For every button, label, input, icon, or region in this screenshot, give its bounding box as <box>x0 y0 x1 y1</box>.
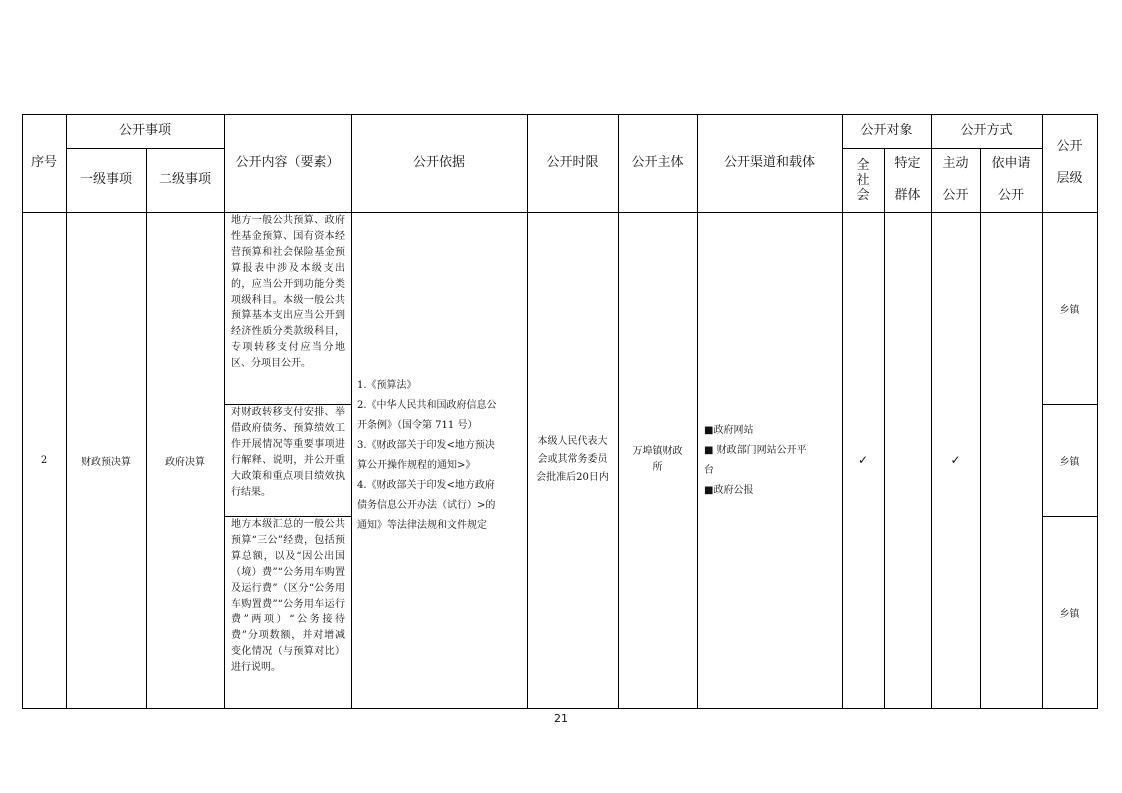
header-method-active-line: 主动 <box>942 156 969 171</box>
header-audience-group: 公开对象 <box>860 123 913 138</box>
header-audience-all-line: 全 <box>856 157 870 173</box>
channel-line: 台 <box>704 465 714 476</box>
row-seq: 2 <box>40 454 48 466</box>
level-value: 乡镇 <box>1059 304 1080 316</box>
row-level1: 财政预决算 <box>81 456 131 468</box>
header-audience-all-line: 社 <box>856 172 870 188</box>
basis-line: 2.《中华人民共和国政府信息公 <box>357 400 497 411</box>
header-items-group: 公开事项 <box>118 123 171 138</box>
header-audience-all-line: 会 <box>856 187 870 203</box>
header-content: 公开内容（要素） <box>235 155 340 170</box>
header-level <box>1042 114 1097 212</box>
basis-line: 4.《财政部关于印发<地方政府 <box>357 480 495 491</box>
header-channel: 公开渠道和载体 <box>723 155 815 170</box>
subject-line: 万埠镇财政 <box>632 446 683 457</box>
row-channel <box>704 421 840 511</box>
basis-line: 债务信息公开办法（试行）>的 <box>357 500 496 511</box>
header-time-limit: 公开时限 <box>546 155 599 170</box>
time-limit-line: 会批准后20日内 <box>536 472 609 483</box>
basis-line: 通知》等法律法规和文件规定 <box>357 520 487 531</box>
row-time-limit <box>527 212 618 708</box>
header-method-active <box>931 148 980 212</box>
table-border-bottom <box>22 708 1098 709</box>
header-level2: 二级事项 <box>158 172 211 187</box>
subject-line: 所 <box>652 462 663 473</box>
content-item: 对财政转移支付安排、举借政府债务、预算绩效工作开展情况等重要事项进行解释、说明，并公开重大政策和重点项目绩效执行结果。 <box>231 407 345 498</box>
header-level1: 一级事项 <box>79 172 132 187</box>
level-value: 乡镇 <box>1059 456 1080 468</box>
channel-line: ■政府公报 <box>704 485 754 496</box>
basis-line: 开条例》（国令第 711 号） <box>357 420 478 431</box>
page-number: 21 <box>554 712 568 725</box>
header-method-request-line: 依申请 <box>991 156 1031 171</box>
basis-line: 3.《财政部关于印发<地方预决 <box>357 440 495 451</box>
header-method-active-line: 公开 <box>942 188 969 203</box>
audience-all-check: ✓ <box>857 453 869 467</box>
content-item: 地方本级汇总的一般公共预算“三公”经费，包括预算总额，以及“因公出国（境）费”“公务用车购置及运行费”（区分“公务用车购置费”“公务用车运行费”两项）“公务接待费”分项数额，并对增减变化情况（与预算对比）进行说明。 <box>231 519 345 674</box>
audience-specific-check <box>884 212 931 708</box>
header-audience-all <box>842 148 884 212</box>
basis-line: 1.《预算法》 <box>357 380 417 391</box>
header-method-request-line: 公开 <box>997 188 1024 203</box>
header-seq: 序号 <box>30 155 57 170</box>
time-limit-line: 本级人民代表大 <box>537 436 608 447</box>
row-level2: 政府决算 <box>165 456 205 468</box>
method-request-check <box>980 212 1042 708</box>
channel-line: ■ 财政部门网站公开平 <box>704 445 807 456</box>
content-item: 地方一般公共预算、政府性基金预算、国有资本经营预算和社会保险基金预算报表中涉及本级支出的，应当公开到功能分类项级科目。本级一般公共预算基本支出应当公开到经济性质分类款级科目，专项转移支付应当分地区、分项目公开。 <box>231 215 345 370</box>
header-audience-specific-line: 群体 <box>894 188 921 203</box>
row-subject <box>618 212 697 708</box>
header-level-line: 层级 <box>1056 171 1083 186</box>
header-audience-specific <box>884 148 931 212</box>
header-audience-specific-line: 特定 <box>894 156 921 171</box>
header-level-line: 公开 <box>1056 139 1083 154</box>
header-method-request <box>980 148 1042 212</box>
basis-line: 算公开操作规程的通知>》 <box>357 460 476 471</box>
header-method-group: 公开方式 <box>960 123 1013 138</box>
row-basis <box>357 376 525 546</box>
table-border-right <box>1097 114 1098 709</box>
channel-line: ■政府网站 <box>704 425 754 436</box>
method-active-check: ✓ <box>950 453 961 467</box>
header-subject: 公开主体 <box>631 155 684 170</box>
time-limit-line: 会或其常务委员 <box>537 454 608 465</box>
level-value: 乡镇 <box>1059 608 1080 620</box>
header-basis: 公开依据 <box>412 155 465 170</box>
